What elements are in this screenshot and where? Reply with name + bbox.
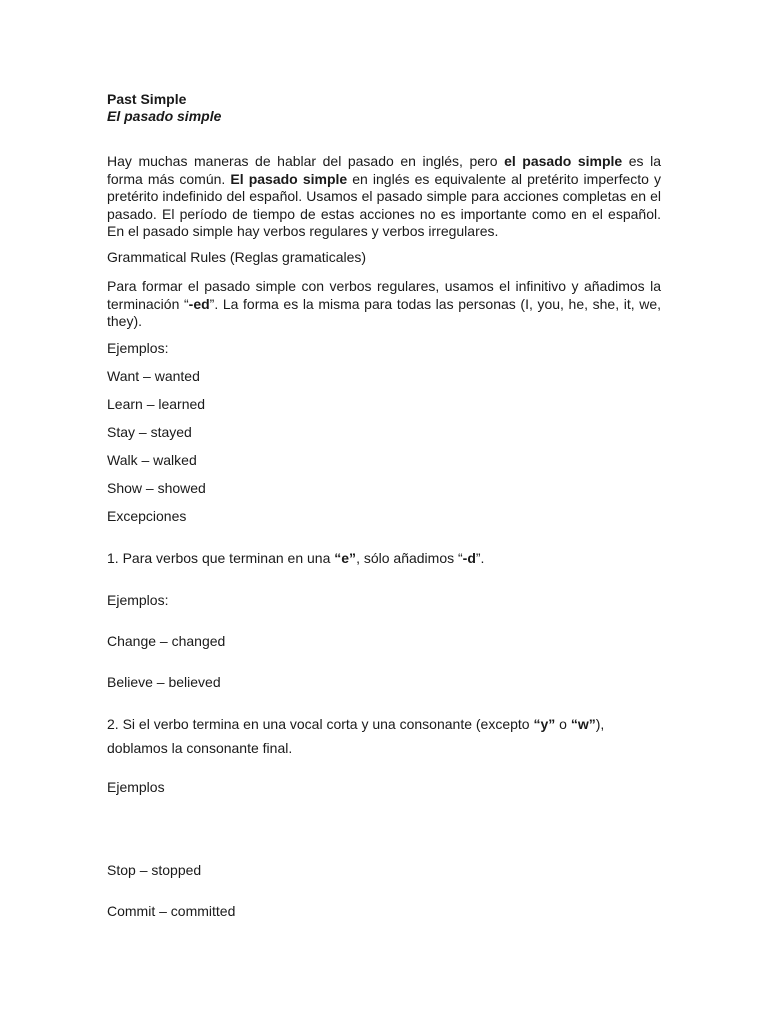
example-item: Change – changed [107,633,226,649]
example-item: Believe – believed [107,674,221,690]
example-item: Walk – walked [107,452,197,468]
rules-text-1: Para formar el pasado simple con verbos regulares, usamos el infinitivo y añadimos la terminación “ [107,278,661,312]
example-item: Want – wanted [107,368,200,384]
intro-bold-1: el pasado simple [504,153,623,169]
exception-rule-2 [107,712,661,760]
example-item: Show – showed [107,480,206,496]
examples-label: Ejemplos: [107,592,169,608]
example-item: Commit – committed [107,903,236,919]
exception-1-text-3: ”. [475,550,485,566]
exception-1-bold-2: -d [462,550,476,566]
exception-2-text-2: o [555,716,571,732]
example-item: Stay – stayed [107,424,192,440]
exception-1-text-2: , sólo añadimos “ [356,550,463,566]
exception-rule-1 [107,550,661,568]
exception-2-text-3: ), doblamos la consonante final. [107,716,605,756]
rules-text-2: ”. La forma es la misma para todas las personas (I, you, he, she, it, we, they). [107,295,662,329]
exception-1-bold-1: “e” [334,550,357,566]
example-item: Learn – learned [107,396,206,412]
document-subtitle: El pasado simple [107,108,222,124]
intro-text-3: en inglés es equivalente al pretérito imperfecto y pretérito indefinido del español. Usamos el pasado simple para acciones completas en el pasado. El período de tiempo de estas acciones no es importante como en el español. En el pasado simple hay verbos regulares y verbos irregulares. [107,170,662,239]
exception-2-bold-1: “y” [533,716,556,732]
examples-label: Ejemplos: [107,340,169,356]
intro-text-2: es la forma más común. [107,153,662,187]
examples-label: Ejemplos [107,779,165,795]
exception-2-text-1: 2. Si el verbo termina en una vocal corta y una consonante (excepto [107,716,534,732]
rules-bold-1: -ed [188,295,210,312]
exceptions-heading: Excepciones [107,508,187,524]
intro-text-1: Hay muchas maneras de hablar del pasado en inglés, pero [107,153,505,169]
exception-2-bold-2: “w” [570,716,596,732]
rules-paragraph [107,278,661,331]
rules-heading: Grammatical Rules (Reglas gramaticales) [107,249,367,265]
document-title: Past Simple [107,91,187,107]
example-item: Stop – stopped [107,862,202,878]
exception-1-text-1: 1. Para verbos que terminan en una [107,550,335,566]
intro-paragraph [107,153,661,241]
document-page [107,0,661,1024]
intro-bold-2: El pasado simple [230,170,348,187]
